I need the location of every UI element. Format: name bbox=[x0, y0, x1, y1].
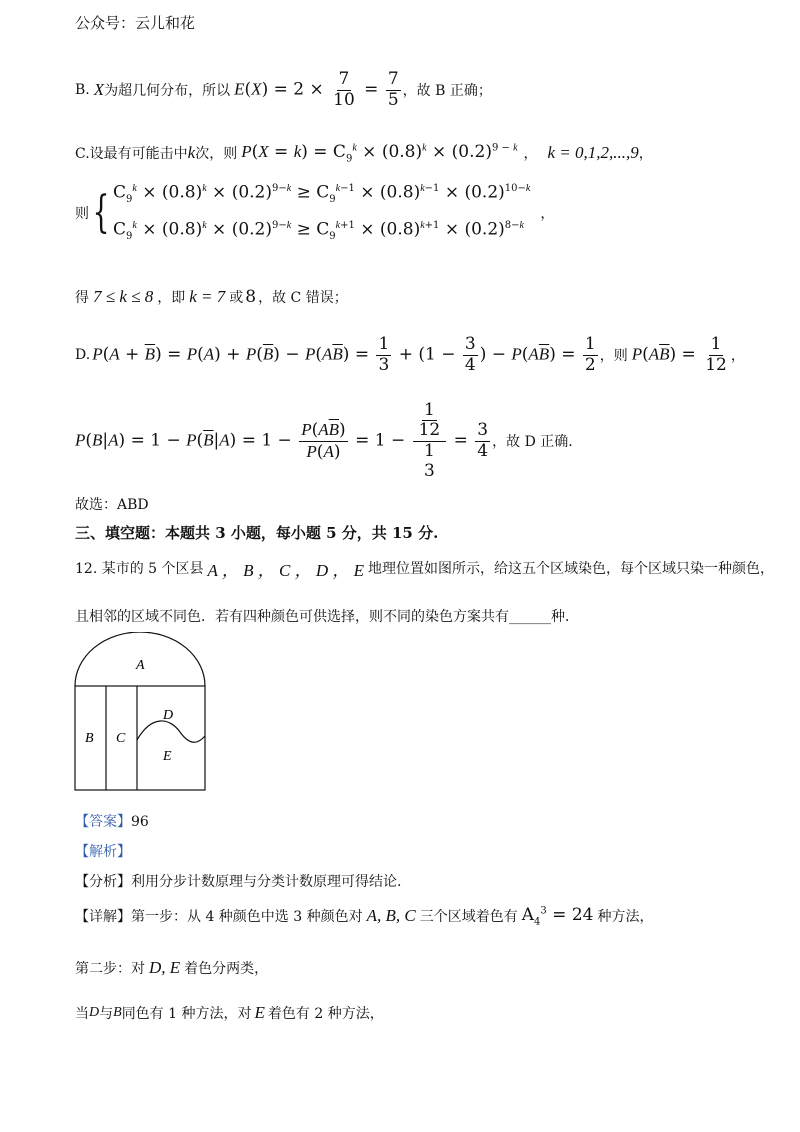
answer-choice: 故选：ABD bbox=[75, 497, 149, 513]
k-equals: k = 7 bbox=[189, 287, 226, 306]
option-c-text1: 次，则 bbox=[195, 146, 238, 162]
union-formula: $P(A + \overline{B}) = P(A) + P(\overline{B}) - P(A\overline{B})$ = $\frac{1}{3}$ + (1 − $\frac{3}{4}$ ) − $P(A\overline{B})$ = $\frac{1}{2}$ bbox=[92, 333, 596, 375]
variable-x: X bbox=[93, 80, 105, 99]
option-c-huo: 或 bbox=[229, 290, 244, 306]
answer-line bbox=[75, 811, 149, 831]
option-d-ze: ，则 bbox=[599, 348, 628, 364]
k-inequality: 7 ≤ k ≤ 8 bbox=[93, 287, 154, 306]
step2-line bbox=[75, 950, 268, 986]
case1-text-g: 着色有 2 种方法， bbox=[267, 1006, 384, 1022]
case1-text-c: 与 bbox=[99, 1006, 114, 1022]
answer-label: 【答案】 bbox=[75, 814, 131, 830]
option-b-label: B. bbox=[75, 82, 90, 98]
q12-text-a: 12. 某市的 5 个区县 bbox=[75, 561, 204, 577]
xiangjie-label: 【详解】 bbox=[75, 909, 131, 925]
expectation-formula: E(X) = 2 × $\frac{7}{10}$ = $\frac{7}{5}$ bbox=[234, 68, 399, 110]
option-c-de: 得 bbox=[75, 290, 89, 306]
step1-text-a: 第一步：从 4 种颜色中选 3 种颜色对 bbox=[131, 909, 363, 925]
option-d-line1: D. $P(A + \overline{B}) = P(A) + P(\overline{B}) - P(A\overline{B})$ = $\frac{1}{3}$ + (1 − $\frac{3}{4}$ ) − $P(A\overline{B})$ = $\frac{1}{2}$ ，则 $P(A\overline{B})$ = $\frac{1}{12}$ ， bbox=[75, 333, 745, 375]
region-a-label: A bbox=[136, 658, 145, 673]
case1-line bbox=[75, 998, 384, 1028]
fenxi-label: 【分析】 bbox=[75, 874, 131, 890]
q12-text-b: 地理位置如图所示，给这五个区域染色，每个区域只染一种颜色， bbox=[368, 561, 774, 577]
section-heading: 三、填空题：本题共 3 小题，每小题 5 分，共 15 分. bbox=[75, 524, 439, 542]
conditional-formula: $P(B|A) = 1 - P(\overline{B}|A) = 1$ − $\frac{P(A\overline{B})}{P(A)}$ = 1 − $\frac{1}{12}$ 1 3 = $\frac{3}{4}$ bbox=[75, 399, 489, 481]
option-d-label: D. bbox=[75, 347, 91, 363]
binomial-formula: $P(X = k) = C_9^k \times (0.8)^k \times (0.2)^{9 - k}$ bbox=[241, 141, 518, 165]
arrangement-formula: $A_4^3 = 24$ bbox=[521, 904, 594, 928]
region-b-label: B bbox=[85, 731, 94, 746]
region-diagram bbox=[72, 632, 212, 794]
option-c-tail: ，故 C 错误； bbox=[258, 290, 348, 306]
option-c-ze: 则 bbox=[75, 206, 89, 222]
case1-e: E bbox=[254, 1003, 265, 1022]
question-12-line1 bbox=[75, 552, 774, 584]
case1-text-a: 当 bbox=[75, 1006, 89, 1022]
wave-d-e bbox=[137, 721, 205, 742]
option-b-line bbox=[75, 60, 492, 120]
brace-symbol: { bbox=[92, 187, 110, 238]
option-d-tail: ，故 D 正确. bbox=[492, 434, 573, 450]
inequality-1: $C_9^k \times (0.8)^k \times (0.2)^{9-k} \ge C_9^{k-1} \times (0.8)^{k-1} \times (0.2)^{10-k}$ bbox=[113, 182, 531, 205]
step1-regions: A, B, C bbox=[366, 906, 416, 925]
fenxi-text: 利用分步计数原理与分类计数原理可得结论. bbox=[131, 874, 402, 890]
k-range: k = 0,1,2,...,9 bbox=[547, 143, 639, 162]
step2-regions: D, E bbox=[149, 958, 181, 977]
case1-d: D bbox=[89, 1005, 100, 1020]
fenxi-line bbox=[75, 871, 401, 891]
region-labels: A ， B ， C ， D ， E bbox=[207, 560, 364, 580]
analysis-label: 【解析】 bbox=[75, 844, 131, 860]
option-c-line1: C.设最有可能击中 k 次，则 $P(X = k) = C_9^k \times (0.8)^k \times (0.2)^{9 - k}$ ， k = 0,1,2,...,9 ， bbox=[75, 141, 653, 165]
region-d-label: D bbox=[163, 708, 174, 723]
answer-value: 96 bbox=[131, 814, 149, 830]
step2-text-a: 第二步：对 bbox=[75, 961, 145, 977]
question-12-line2: 且相邻的区域不同色．若有四种颜色可供选择，则不同的染色方案共有______种． bbox=[75, 609, 579, 625]
region-c-label: C bbox=[116, 731, 126, 746]
step1-text-d: 种方法， bbox=[597, 909, 654, 925]
option-c-result bbox=[75, 282, 348, 312]
case1-text-e: 同色有 1 种方法，对 bbox=[121, 1006, 252, 1022]
option-d-line2 bbox=[75, 398, 573, 484]
option-c-ji: ，即 bbox=[157, 290, 186, 306]
region-e-label: E bbox=[163, 749, 172, 764]
option-c-label: C.设最有可能击中 bbox=[75, 146, 188, 162]
option-c-system: 则 { $C_9^k \times (0.8)^k \times (0.2)^{9-k} \ge C_9^{k-1} \times (0.8)^{k-1} \times (0.2)^{10-k}$ $C_9^k \times (0.8)^k \times (0.2)^{9-k} \ge C_9^{k+1} \times (0.8)^{k+1} \times (0.2)^{8-k}$ ， bbox=[75, 183, 554, 243]
step1-text-c: 三个区域着色有 bbox=[419, 909, 518, 925]
step1-line bbox=[75, 898, 653, 934]
p-a-notb: $P(A\overline{B})$ = $\frac{1}{12}$ bbox=[631, 333, 727, 375]
case1-b: B bbox=[113, 1005, 122, 1020]
account-header: 公众号：云儿和花 bbox=[75, 14, 196, 32]
inequality-2: $C_9^k \times (0.8)^k \times (0.2)^{9-k} \ge C_9^{k+1} \times (0.8)^{k+1} \times (0.2)^{8-k}$ bbox=[113, 219, 524, 243]
step2-text-c: 着色分两类， bbox=[184, 961, 269, 977]
value-eight: 8 bbox=[245, 287, 257, 307]
option-b-text: 为超几何分布，所以 bbox=[104, 83, 231, 99]
option-b-tail: ，故 B 正确； bbox=[402, 83, 492, 99]
variable-k: k bbox=[187, 143, 196, 162]
